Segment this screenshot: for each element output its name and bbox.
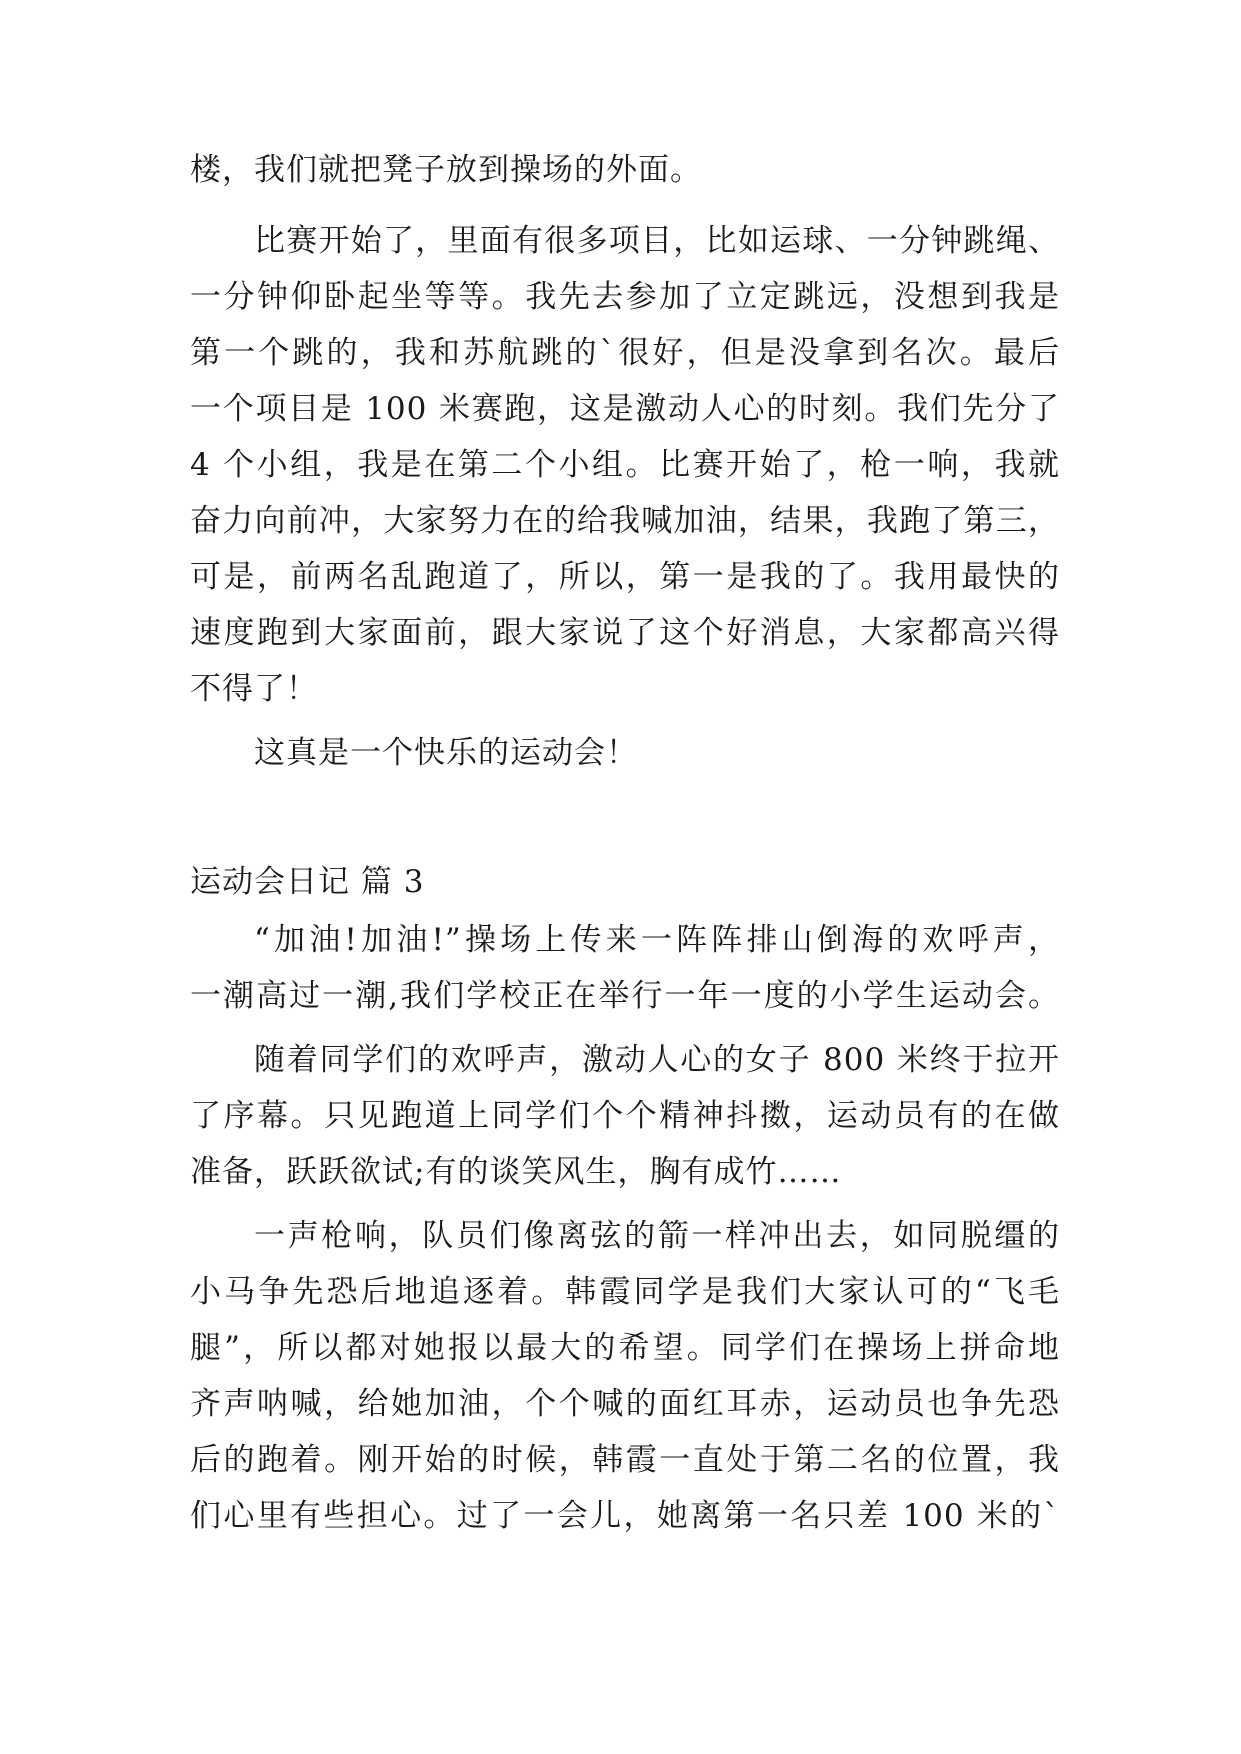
paragraph-line: 后的跑着。刚开始的时候，韩霞一直处于第二名的位置，我	[190, 1442, 1060, 1478]
paragraph-line: 准备，跃跃欲试;有的谈笑风生，胸有成竹……	[190, 1154, 842, 1190]
paragraph-line: 4 个小组，我是在第二个小组。比赛开始了，枪一响，我就	[190, 447, 1060, 483]
paragraph-line: 齐声呐喊，给她加油，个个喊的面红耳赤，运动员也争先恐	[190, 1386, 1060, 1422]
paragraph-line: 随着同学们的欢呼声，激动人心的女子 800 米终于拉开	[254, 1042, 1060, 1078]
paragraph-line: 可是，前两名乱跑道了，所以，第一是我的了。我用最快的	[190, 559, 1060, 595]
paragraph-line: 这真是一个快乐的运动会！	[254, 735, 638, 771]
paragraph-line: 奋力向前冲，大家努力在的给我喊加油，结果，我跑了第三，	[190, 503, 1060, 539]
paragraph-line: 腿”，所以都对她报以最大的希望。同学们在操场上拼命地	[190, 1330, 1060, 1366]
paragraph-line: 不得了！	[190, 671, 318, 707]
paragraph-line: 了序幕。只见跑道上同学们个个精神抖擞，运动员有的在做	[190, 1098, 1060, 1134]
paragraph-line: 第一个跳的，我和苏航跳的`很好，但是没拿到名次。最后	[190, 335, 1060, 371]
paragraph-line: 一声枪响，队员们像离弦的箭一样冲出去，如同脱缰的	[254, 1218, 1060, 1254]
paragraph-line: 一潮高过一潮,我们学校正在举行一年一度的小学生运动会。	[190, 978, 1060, 1014]
paragraph-line: 们心里有些担心。过了一会儿，她离第一名只差 100 米的`	[190, 1498, 1060, 1534]
paragraph-line: 小马争先恐后地追逐着。韩霞同学是我们大家认可的“飞毛	[190, 1274, 1060, 1310]
paragraph-line: 一个项目是 100 米赛跑，这是激动人心的时刻。我们先分了	[190, 391, 1060, 427]
section-heading: 运动会日记 篇 3	[190, 864, 425, 900]
paragraph-line: 速度跑到大家面前，跟大家说了这个好消息，大家都高兴得	[190, 615, 1060, 651]
paragraph-line: “加油!加油!”操场上传来一阵阵排山倒海的欢呼声，	[254, 922, 1060, 958]
paragraph-line: 楼，我们就把凳子放到操场的外面。	[190, 152, 702, 188]
paragraph-line: 一分钟仰卧起坐等等。我先去参加了立定跳远，没想到我是	[190, 279, 1060, 315]
paragraph-line: 比赛开始了，里面有很多项目，比如运球、一分钟跳绳、	[254, 223, 1060, 259]
